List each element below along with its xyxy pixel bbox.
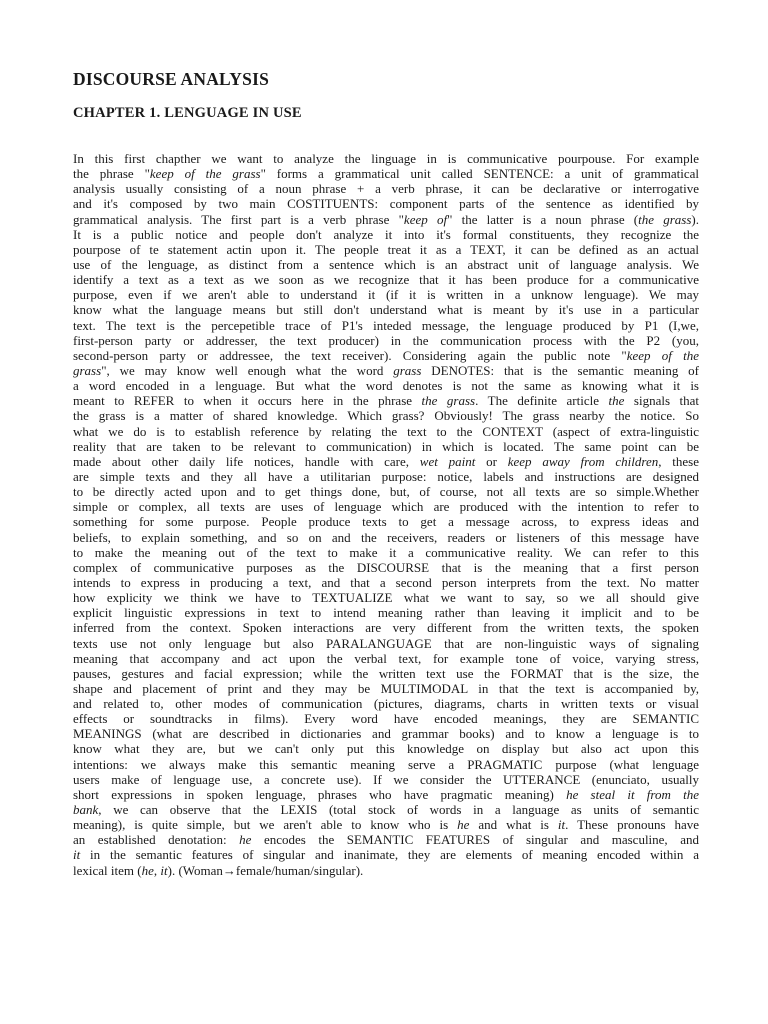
text-segment: and related to, other modes of communication (pictures, diagrams, charts in written texts or visual (73, 696, 699, 712)
text-segment: are simple texts and they all have a utilitarian purpose: notice, labels and instructions are designed (73, 468, 699, 484)
italic-text: he (141, 862, 154, 878)
text-line (73, 696, 699, 711)
text-line (73, 227, 699, 242)
text-line (73, 847, 699, 862)
italic-text: he steal it from the (566, 786, 699, 802)
text-line (73, 711, 699, 726)
text-line (73, 757, 699, 772)
text-line (73, 333, 699, 348)
text-line (73, 196, 699, 211)
text-line (73, 681, 699, 696)
text-segment: pourpose of te statement actin upon it. The people treat it as a TEXT, it can be defined as an actual (73, 241, 699, 257)
text-line (73, 287, 699, 302)
italic-text: it (160, 862, 168, 878)
text-line (73, 545, 699, 560)
text-segment: encodes the SEMANTIC FEATURES of singular and masculine, and (251, 832, 699, 848)
text-segment: or (475, 453, 508, 469)
text-line (73, 393, 699, 408)
text-line (73, 726, 699, 741)
text-segment: simple or complex, all texts are uses of lenguage which are produced with the intention to refer to (73, 499, 699, 515)
text-line (73, 832, 699, 847)
document-title: DISCOURSE ANALYSIS (73, 69, 270, 89)
italic-text: keep of the grass (149, 166, 261, 182)
text-segment: purpose, even if we aren't able to understand it (if it is written in a unknow lenguage). We may (73, 287, 699, 303)
text-segment: something for some purpose. People produce texts to get a message across, to express ideas and (73, 514, 699, 530)
text-segment: . The definite article (475, 393, 609, 409)
text-segment: lexical item ( (73, 862, 142, 878)
text-line (73, 378, 699, 393)
italic-text: it (73, 847, 81, 863)
text-line (73, 666, 699, 681)
text-line (73, 741, 699, 756)
text-segment: meant to REFER to when it occurs here in the phrase (73, 393, 422, 409)
italic-text: grass (393, 362, 422, 378)
text-line (73, 363, 699, 378)
italic-text: the (608, 393, 625, 409)
italic-text: the grass (638, 211, 692, 227)
text-line (73, 499, 699, 514)
text-segment: know what the language means but still don't understand what is meant by it's use in a particular (73, 302, 699, 318)
text-line (73, 181, 699, 196)
text-segment: . These pronouns have (565, 817, 699, 833)
text-line (73, 408, 699, 423)
text-segment: It is a public notice and people don't analyze it into it's formal constituents, they recognize the (73, 226, 699, 242)
text-line (73, 560, 699, 575)
text-line (73, 318, 699, 333)
body-paragraph (73, 151, 699, 878)
text-segment: identify a text as a text as we soon as we recognize that it has been produce for a communicative (73, 272, 699, 288)
text-segment: pauses, gestures and facial expression; while the written text use the FORMAT that is the size, the (73, 665, 699, 681)
text-segment: , (153, 862, 161, 878)
text-segment: complex of communicative purposes as the DISCOURSE that is the meaning that a first person (73, 559, 699, 575)
text-segment: users make of lenguage use, a concrete use). If we consider the UTTERANCE (enunciato, usually (73, 771, 699, 787)
text-segment: analysis usually consisting of a noun phrase + a verb phrase, it can be declarative or interrogative (73, 181, 699, 197)
text-segment: intends to express in producing a text, and that a second person interprets from the text. No matter (73, 574, 699, 590)
text-segment: meaning that accompany and act upon the verbal text, for example tone of voice, varying stress, (73, 650, 699, 666)
text-segment: meaning), is quite simple, but we aren't able to know who is (73, 817, 458, 833)
text-segment: and what is (469, 817, 558, 833)
text-segment: ", we may know well enough what the word (101, 362, 394, 378)
text-line (73, 605, 699, 620)
text-segment: explicit linguistic expressions in text to intend meaning rather than leaving it implicit and to be (73, 605, 699, 621)
text-segment: beliefs, to explain something, and so on and the receivers, readers or listeners of this message have (73, 529, 699, 545)
text-segment: first-person party or addresser, the text producer) in the communication process with the P2 (you, (73, 332, 699, 348)
italic-text: keep of the (626, 347, 699, 363)
text-line (73, 272, 699, 287)
text-segment: how explicity we think we have to TEXTUALIZE what we want to say, so we all should give (73, 590, 699, 606)
text-segment: to make the meaning out of the text to make it a communicative reality. We can refer to this (73, 544, 699, 560)
italic-text: he (239, 832, 252, 848)
text-segment: text. The text is the percepetible trace of P1's inteded message, the lenguage produced by P1 (I,we, (73, 317, 699, 333)
text-segment: know what they are, but we can't only put this knowledge on display but also act upon this (73, 741, 699, 757)
text-line (73, 242, 699, 257)
italic-text: keep of (403, 211, 448, 227)
text-segment: ). (Woman→female/human/singular). (167, 862, 364, 878)
italic-text: bank (73, 802, 99, 818)
text-line (73, 530, 699, 545)
text-line (73, 620, 699, 635)
text-line (73, 636, 699, 651)
text-segment: the grass is a matter of shared knowledge. Which grass? Obviously! The grass nearby the notice. So (73, 408, 699, 424)
italic-text: he (457, 817, 470, 833)
text-segment: texts use not only lenguage but also PARALANGUAGE that are non-linguistic ways of signaling (73, 635, 699, 651)
text-segment: DENOTES: that is the semantic meaning of (421, 362, 699, 378)
text-segment: effects or soundtracks in films). Every word have encoded meanings, they are SEMANTIC (73, 711, 699, 727)
text-segment: to be directly acted upon and to get things done, but, of course, not all texts are so simple.Whether (73, 484, 699, 500)
text-segment: intentions: we always make this semantic meaning serve a PRAGMATIC purpose (what lenguage (73, 756, 699, 772)
text-line (73, 257, 699, 272)
text-segment: an established denotation: (73, 832, 240, 848)
text-segment: and it's composed by two main COSTITUENTS: component parts of the sentence as identified by (73, 196, 699, 212)
text-segment: shape and placement of print and they may be MULTIMODAL in that the text is accompanied by, (73, 680, 699, 696)
text-segment: short expressions in spoken lenguage, phrases who have pragmatic meaning) (73, 786, 567, 802)
text-segment: In this first chapther we want to analyze the linguage in is communicative pourpouse. For example (73, 151, 699, 166)
text-line (73, 863, 699, 878)
text-segment: the phrase " (73, 166, 150, 182)
text-segment: use of the lenguage, as distinct from a sentence which is an abstract unit of language analysis. We (73, 256, 699, 272)
text-line (73, 348, 699, 363)
text-line (73, 151, 699, 166)
text-segment: signals that (624, 393, 700, 409)
text-segment: reality that are taken to be relevant to communication) in which is located. The same point can be (73, 438, 699, 454)
text-line (73, 802, 699, 817)
text-line (73, 590, 699, 605)
text-segment: made about other daily life notices, handle with care, (73, 453, 420, 469)
text-segment: , these (658, 453, 699, 469)
text-line (73, 817, 699, 832)
chapter-heading: CHAPTER 1. LENGUAGE IN USE (73, 105, 302, 121)
text-segment: " forms a grammatical unit called SENTENCE: a unit of grammatical (260, 166, 699, 182)
text-line (73, 469, 699, 484)
text-segment: what we do is to establish reference by relating the text to the CONTEXT (aspect of extra-linguistic (73, 423, 699, 439)
text-segment: inferred from the context. Spoken interactions are very different from the written texts, the spoken (73, 620, 699, 636)
text-segment: MEANINGS (what are described in dictionaries and grammar books) and to know a lenguage is to (73, 726, 699, 742)
text-line (73, 166, 699, 181)
text-line (73, 302, 699, 317)
text-line (73, 484, 699, 499)
italic-text: wet paint (419, 453, 476, 469)
text-line (73, 787, 699, 802)
text-segment: " the latter is a noun phrase ( (447, 211, 639, 227)
text-segment: second-person party or addressee, the text receiver). Considering again the public note " (73, 347, 627, 363)
text-segment: , we can observe that the LEXIS (total stock of words in a language as units of semantic (98, 802, 699, 818)
document-page (73, 62, 699, 878)
text-segment: a word encoded in a lenguage. But what the word denotes is not the same as knowing what it is (73, 378, 699, 394)
text-line (73, 439, 699, 454)
text-line (73, 212, 699, 227)
text-line (73, 514, 699, 529)
text-line (73, 651, 699, 666)
text-line (73, 772, 699, 787)
text-line (73, 575, 699, 590)
text-segment: in the semantic features of singular and inanimate, they are elements of meaning encoded within a (80, 847, 699, 863)
italic-text: grass (73, 362, 102, 378)
text-line (73, 454, 699, 469)
italic-text: keep away from children (507, 453, 659, 469)
italic-text: the grass (421, 393, 476, 409)
text-segment: grammatical analysis. The first part is a verb phrase " (73, 211, 404, 227)
text-line (73, 424, 699, 439)
italic-text: it (557, 817, 566, 833)
text-segment: ). (691, 211, 700, 227)
